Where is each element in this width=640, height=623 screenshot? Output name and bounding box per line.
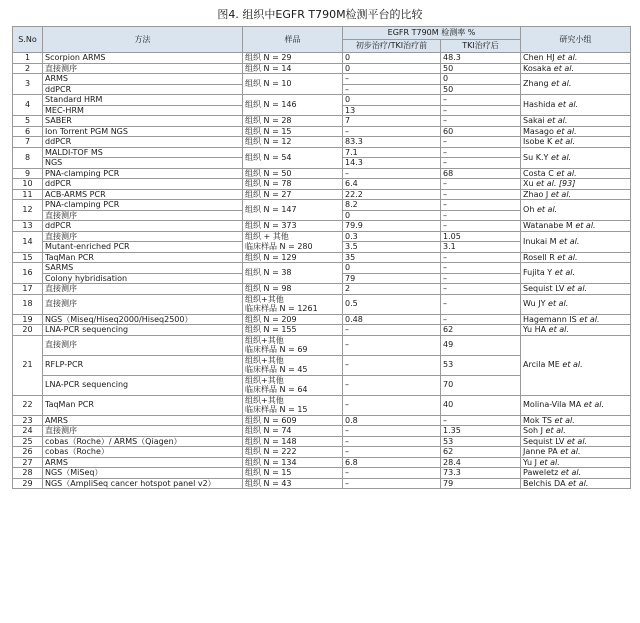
row-number: 10 bbox=[13, 179, 43, 190]
table-row bbox=[13, 116, 631, 127]
row-number: 24 bbox=[13, 426, 43, 437]
sample-cell: 组织 N = 148 bbox=[243, 436, 343, 447]
rate-post-cell: 62 bbox=[441, 447, 521, 458]
author-name: Hashida bbox=[523, 100, 558, 110]
et-al: et al. bbox=[548, 325, 569, 334]
method-cell: 直接测序 bbox=[43, 63, 243, 74]
sample-cell: 组织 N = 27 bbox=[243, 189, 343, 200]
table-row bbox=[13, 252, 631, 263]
method-cell: SARMS bbox=[43, 263, 243, 274]
et-al: et al. bbox=[560, 447, 581, 456]
table-row bbox=[13, 179, 631, 190]
author-name: Janne PA bbox=[523, 447, 561, 456]
et-al: et al. bbox=[583, 400, 605, 410]
method-cell: 直接测序 bbox=[43, 231, 243, 242]
rate-pre-cell: – bbox=[343, 468, 441, 479]
research-group-cell bbox=[521, 252, 631, 263]
row-number: 21 bbox=[13, 335, 43, 395]
research-group-cell bbox=[521, 95, 631, 116]
sample-cell: 组织 N = 78 bbox=[243, 179, 343, 190]
rate-post-cell: – bbox=[441, 200, 521, 211]
sample-cell: 组织 N = 14 bbox=[243, 63, 343, 74]
sample-cell: 组织 N = 147 bbox=[243, 200, 343, 221]
author-name: Xu bbox=[523, 179, 537, 188]
research-group-cell bbox=[521, 189, 631, 200]
table-body bbox=[13, 53, 631, 489]
research-group-cell bbox=[521, 395, 631, 415]
sample-cell: 组织+其他 临床样品 N = 15 bbox=[243, 395, 343, 415]
rate-post-cell: – bbox=[441, 294, 521, 314]
rate-post-cell: 0 bbox=[441, 74, 521, 85]
author-name: Sakai bbox=[523, 116, 548, 125]
author-name: Sequist LV bbox=[523, 284, 567, 293]
header-research-group: 研究小组 bbox=[521, 27, 631, 53]
rate-pre-cell: 79.9 bbox=[343, 221, 441, 232]
et-al: et al. bbox=[551, 79, 572, 89]
table-row bbox=[13, 168, 631, 179]
method-cell: Standard HRM bbox=[43, 95, 243, 106]
research-group-cell bbox=[521, 447, 631, 458]
rate-post-cell: 1.05 bbox=[441, 231, 521, 242]
rate-post-cell: 79 bbox=[441, 478, 521, 489]
research-group-cell bbox=[521, 168, 631, 179]
method-cell: Ion Torrent PGM NGS bbox=[43, 126, 243, 137]
sample-cell: 组织 N = 373 bbox=[243, 221, 343, 232]
rate-pre-cell: 13 bbox=[343, 105, 441, 116]
et-al: et al. bbox=[536, 205, 558, 215]
rate-post-cell: 1.35 bbox=[441, 426, 521, 437]
table-row bbox=[13, 231, 631, 242]
row-number: 25 bbox=[13, 436, 43, 447]
table-row bbox=[13, 74, 631, 85]
research-group-cell bbox=[521, 478, 631, 489]
rate-post-cell: 49 bbox=[441, 335, 521, 355]
table-row bbox=[13, 436, 631, 447]
row-number: 12 bbox=[13, 200, 43, 221]
author-name: Inukai M bbox=[523, 236, 560, 246]
sample-cell: 组织 N = 38 bbox=[243, 263, 343, 284]
research-group-cell bbox=[521, 63, 631, 74]
author-name: Yu J bbox=[523, 457, 540, 467]
rate-pre-cell: – bbox=[343, 335, 441, 355]
author-name: Watanabe M bbox=[523, 221, 576, 230]
rate-post-cell: – bbox=[441, 263, 521, 274]
row-number: 16 bbox=[13, 263, 43, 284]
rate-pre-cell: 79 bbox=[343, 273, 441, 284]
et-al: et al. bbox=[557, 252, 578, 262]
rate-post-cell: 48.3 bbox=[441, 53, 521, 64]
sample-cell: 组织 N = 129 bbox=[243, 252, 343, 263]
table-row bbox=[13, 126, 631, 137]
research-group-cell bbox=[521, 116, 631, 127]
row-number: 4 bbox=[13, 95, 43, 116]
rate-post-cell: – bbox=[441, 221, 521, 232]
sample-cell: 组织 N = 155 bbox=[243, 325, 343, 336]
rate-pre-cell: 0 bbox=[343, 63, 441, 74]
header-sno: S.No bbox=[13, 27, 43, 53]
rate-pre-cell: 0.48 bbox=[343, 314, 441, 325]
method-cell: Mutant-enriched PCR bbox=[43, 242, 243, 253]
et-al: et al. [93] bbox=[536, 179, 576, 188]
et-al: et al. bbox=[559, 236, 580, 246]
rate-pre-cell: – bbox=[343, 395, 441, 415]
method-cell: cobas（Roche） bbox=[43, 447, 243, 458]
table-row bbox=[13, 284, 631, 295]
method-cell: Scorpion ARMS bbox=[43, 53, 243, 64]
method-cell: NGS bbox=[43, 158, 243, 169]
row-number: 20 bbox=[13, 325, 43, 336]
header-sample: 样品 bbox=[243, 27, 343, 53]
rate-post-cell: – bbox=[441, 105, 521, 116]
method-cell: 直接测序 bbox=[43, 210, 243, 221]
et-al: et al. bbox=[554, 137, 576, 146]
table-row bbox=[13, 294, 631, 314]
sample-cell: 组织 N = 15 bbox=[243, 468, 343, 479]
sample-cell: 组织+其他 临床样品 N = 45 bbox=[243, 355, 343, 375]
rate-post-cell: – bbox=[441, 252, 521, 263]
method-cell: NGS（MiSeq） bbox=[43, 468, 243, 479]
author-name: Zhang bbox=[523, 79, 552, 89]
sample-cell: 组织 N = 10 bbox=[243, 74, 343, 95]
et-al: et al. bbox=[557, 53, 578, 62]
rate-pre-cell: 3.5 bbox=[343, 242, 441, 253]
et-al: et al. bbox=[545, 426, 566, 435]
method-cell: ACB-ARMS PCR bbox=[43, 189, 243, 200]
sample-cell: 组织 N = 98 bbox=[243, 284, 343, 295]
table-row bbox=[13, 137, 631, 148]
sample-cell: 组织 N = 28 bbox=[243, 116, 343, 127]
table-row bbox=[13, 221, 631, 232]
et-al: et al. bbox=[560, 468, 582, 477]
method-cell: 直接测序 bbox=[43, 294, 243, 314]
table-row bbox=[13, 335, 631, 355]
rate-post-cell: – bbox=[441, 273, 521, 284]
method-cell: MEC-HRM bbox=[43, 105, 243, 116]
research-group-cell bbox=[521, 74, 631, 95]
rate-post-cell: 50 bbox=[441, 63, 521, 74]
method-cell: 直接测序 bbox=[43, 335, 243, 355]
method-cell: ddPCR bbox=[43, 179, 243, 190]
sample-cell: 组织 N = 134 bbox=[243, 457, 343, 468]
table-row bbox=[13, 447, 631, 458]
table-row bbox=[13, 63, 631, 74]
header-method: 方法 bbox=[43, 27, 243, 53]
rate-pre-cell: – bbox=[343, 84, 441, 95]
rate-pre-cell: 7 bbox=[343, 116, 441, 127]
author-name: Kosaka bbox=[523, 63, 554, 73]
sample-cell: 组织 N = 209 bbox=[243, 314, 343, 325]
row-number: 18 bbox=[13, 294, 43, 314]
method-cell: cobas（Roche）/ ARMS（Qiagen） bbox=[43, 436, 243, 447]
research-group-cell bbox=[521, 314, 631, 325]
table-row bbox=[13, 426, 631, 437]
method-cell: RFLP-PCR bbox=[43, 355, 243, 375]
method-cell: TaqMan PCR bbox=[43, 252, 243, 263]
rate-pre-cell: 6.8 bbox=[343, 457, 441, 468]
et-al: et al. bbox=[550, 189, 572, 199]
table-row bbox=[13, 457, 631, 468]
author-name: Molina-Vila MA bbox=[523, 400, 584, 410]
sample-cell: 组织+其他 临床样品 N = 69 bbox=[243, 335, 343, 355]
rate-post-cell: 60 bbox=[441, 126, 521, 137]
sample-cell: 组织 N = 74 bbox=[243, 426, 343, 437]
research-group-cell bbox=[521, 137, 631, 148]
research-group-cell bbox=[521, 457, 631, 468]
method-cell: ddPCR bbox=[43, 137, 243, 148]
rate-post-cell: – bbox=[441, 137, 521, 148]
et-al: et al. bbox=[556, 168, 577, 178]
table-row bbox=[13, 395, 631, 415]
author-name: Masago bbox=[523, 126, 557, 136]
row-number: 2 bbox=[13, 63, 43, 74]
author-name: Sequist LV bbox=[523, 436, 567, 446]
sample-cell: 组织 N = 15 bbox=[243, 126, 343, 137]
et-al: et al. bbox=[556, 126, 577, 136]
rate-post-cell: 28.4 bbox=[441, 457, 521, 468]
rate-post-cell: – bbox=[441, 415, 521, 426]
sample-cell: 组织 N = 50 bbox=[243, 168, 343, 179]
method-cell: NGS（Miseq/Hiseq2000/Hiseq2500） bbox=[43, 314, 243, 325]
et-al: et al. bbox=[539, 457, 560, 467]
et-al: et al. bbox=[562, 360, 583, 370]
header-detection-rate: EGFR T790M 检测率 % bbox=[343, 27, 521, 40]
rate-post-cell: – bbox=[441, 189, 521, 200]
rate-post-cell: – bbox=[441, 210, 521, 221]
author-name: Soh J bbox=[523, 426, 546, 435]
author-name: Su K.Y bbox=[523, 152, 551, 162]
row-number: 9 bbox=[13, 168, 43, 179]
row-number: 14 bbox=[13, 231, 43, 252]
sample-cell: 组织 + 其他 临床样品 N = 280 bbox=[243, 231, 343, 252]
method-cell: MALDI-TOF MS bbox=[43, 147, 243, 158]
rate-pre-cell: 0.8 bbox=[343, 415, 441, 426]
row-number: 8 bbox=[13, 147, 43, 168]
rate-pre-cell: – bbox=[343, 447, 441, 458]
rate-post-cell: – bbox=[441, 314, 521, 325]
research-group-cell bbox=[521, 126, 631, 137]
research-group-cell bbox=[521, 263, 631, 284]
table-row bbox=[13, 95, 631, 106]
comparison-table bbox=[12, 26, 631, 489]
rate-pre-cell: 0 bbox=[343, 95, 441, 106]
et-al: et al. bbox=[553, 63, 575, 73]
research-group-cell bbox=[521, 325, 631, 336]
research-group-cell bbox=[521, 468, 631, 479]
rate-post-cell: 53 bbox=[441, 436, 521, 447]
row-number: 22 bbox=[13, 395, 43, 415]
method-cell: PNA-clamping PCR bbox=[43, 168, 243, 179]
row-number: 15 bbox=[13, 252, 43, 263]
research-group-cell bbox=[521, 426, 631, 437]
sample-cell: 组织 N = 29 bbox=[243, 53, 343, 64]
rate-post-cell: – bbox=[441, 158, 521, 169]
method-cell: ARMS bbox=[43, 74, 243, 85]
method-cell: ddPCR bbox=[43, 221, 243, 232]
row-number: 11 bbox=[13, 189, 43, 200]
table-row bbox=[13, 147, 631, 158]
rate-pre-cell: – bbox=[343, 74, 441, 85]
rate-post-cell: 50 bbox=[441, 84, 521, 95]
table-row bbox=[13, 478, 631, 489]
et-al: et al. bbox=[547, 116, 568, 125]
row-number: 6 bbox=[13, 126, 43, 137]
rate-post-cell: 73.3 bbox=[441, 468, 521, 479]
research-group-cell bbox=[521, 294, 631, 314]
rate-pre-cell: 35 bbox=[343, 252, 441, 263]
method-cell: TaqMan PCR bbox=[43, 395, 243, 415]
method-cell: LNA-PCR sequencing bbox=[43, 375, 243, 395]
rate-pre-cell: – bbox=[343, 126, 441, 137]
author-name: Hagemann IS bbox=[523, 314, 580, 324]
rate-post-cell: 68 bbox=[441, 168, 521, 179]
author-name: Arcila ME bbox=[523, 360, 563, 370]
method-cell: PNA-clamping PCR bbox=[43, 200, 243, 211]
research-group-cell bbox=[521, 284, 631, 295]
et-al: et al. bbox=[550, 152, 572, 162]
table-row bbox=[13, 200, 631, 211]
rate-post-cell: – bbox=[441, 284, 521, 295]
rate-pre-cell: – bbox=[343, 436, 441, 447]
method-cell: NGS（AmpliSeq cancer hotspot panel v2） bbox=[43, 478, 243, 489]
author-name: Isobe K bbox=[523, 137, 555, 146]
method-cell: Colony hybridisation bbox=[43, 273, 243, 284]
row-number: 3 bbox=[13, 74, 43, 95]
sample-cell: 组织 N = 43 bbox=[243, 478, 343, 489]
rate-post-cell: 3.1 bbox=[441, 242, 521, 253]
rate-pre-cell: 6.4 bbox=[343, 179, 441, 190]
et-al: et al. bbox=[579, 314, 600, 324]
rate-pre-cell: 8.2 bbox=[343, 200, 441, 211]
et-al: et al. bbox=[554, 268, 575, 278]
row-number: 7 bbox=[13, 137, 43, 148]
rate-post-cell: – bbox=[441, 179, 521, 190]
author-name: Zhao J bbox=[523, 189, 551, 199]
row-number: 26 bbox=[13, 447, 43, 458]
et-al: et al. bbox=[557, 100, 579, 110]
rate-post-cell: 62 bbox=[441, 325, 521, 336]
rate-post-cell: – bbox=[441, 147, 521, 158]
row-number: 5 bbox=[13, 116, 43, 127]
rate-pre-cell: 0.5 bbox=[343, 294, 441, 314]
table-row bbox=[13, 415, 631, 426]
et-al: et al. bbox=[566, 436, 588, 446]
row-number: 13 bbox=[13, 221, 43, 232]
rate-pre-cell: 0 bbox=[343, 263, 441, 274]
method-cell: LNA-PCR sequencing bbox=[43, 325, 243, 336]
table-row bbox=[13, 314, 631, 325]
author-name: Chen HJ bbox=[523, 53, 558, 62]
row-number: 27 bbox=[13, 457, 43, 468]
rate-pre-cell: – bbox=[343, 325, 441, 336]
method-cell: ddPCR bbox=[43, 84, 243, 95]
rate-post-cell: 53 bbox=[441, 355, 521, 375]
row-number: 17 bbox=[13, 284, 43, 295]
method-cell: SABER bbox=[43, 116, 243, 127]
research-group-cell bbox=[521, 231, 631, 252]
et-al: et al. bbox=[554, 415, 575, 425]
research-group-cell bbox=[521, 335, 631, 395]
table-row bbox=[13, 263, 631, 274]
sample-cell: 组织+其他 临床样品 N = 64 bbox=[243, 375, 343, 395]
author-name: Fujita Y bbox=[523, 268, 555, 278]
table-row bbox=[13, 189, 631, 200]
rate-pre-cell: 14.3 bbox=[343, 158, 441, 169]
rate-pre-cell: 2 bbox=[343, 284, 441, 295]
research-group-cell bbox=[521, 200, 631, 221]
rate-pre-cell: 22.2 bbox=[343, 189, 441, 200]
et-al: et al. bbox=[566, 284, 588, 293]
row-number: 1 bbox=[13, 53, 43, 64]
table-title: 图4. 组织中EGFR T790M检测平台的比较 bbox=[217, 8, 423, 21]
rate-pre-cell: – bbox=[343, 375, 441, 395]
row-number: 19 bbox=[13, 314, 43, 325]
author-name: Belchis DA bbox=[523, 478, 569, 488]
author-name: Costa C bbox=[523, 168, 557, 178]
row-number: 23 bbox=[13, 415, 43, 426]
table-row bbox=[13, 325, 631, 336]
et-al: et al. bbox=[575, 221, 596, 230]
rate-pre-cell: – bbox=[343, 168, 441, 179]
method-cell: 直接测序 bbox=[43, 284, 243, 295]
research-group-cell bbox=[521, 147, 631, 168]
author-name: Wu JY bbox=[523, 299, 549, 309]
method-cell: ARMS bbox=[43, 457, 243, 468]
rate-pre-cell: 83.3 bbox=[343, 137, 441, 148]
rate-pre-cell: 7.1 bbox=[343, 147, 441, 158]
author-name: Yu HA bbox=[523, 325, 549, 334]
rate-pre-cell: 0.3 bbox=[343, 231, 441, 242]
research-group-cell bbox=[521, 221, 631, 232]
sample-cell: 组织+其他 临床样品 N = 1261 bbox=[243, 294, 343, 314]
rate-pre-cell: – bbox=[343, 478, 441, 489]
rate-post-cell: – bbox=[441, 116, 521, 127]
rate-pre-cell: 0 bbox=[343, 210, 441, 221]
author-name: Paweletz bbox=[523, 468, 561, 477]
header-rate-pre: 初步治疗/TKI治疗前 bbox=[343, 40, 441, 53]
sample-cell: 组织 N = 146 bbox=[243, 95, 343, 116]
author-name: Oh bbox=[523, 205, 537, 215]
author-name: Rosell R bbox=[523, 252, 558, 262]
sample-cell: 组织 N = 54 bbox=[243, 147, 343, 168]
research-group-cell bbox=[521, 179, 631, 190]
research-group-cell bbox=[521, 436, 631, 447]
author-name: Mok TS bbox=[523, 415, 555, 425]
rate-post-cell: – bbox=[441, 95, 521, 106]
row-number: 28 bbox=[13, 468, 43, 479]
et-al: et al. bbox=[568, 478, 589, 488]
et-al: et al. bbox=[548, 299, 569, 309]
sample-cell: 组织 N = 609 bbox=[243, 415, 343, 426]
sample-cell: 组织 N = 12 bbox=[243, 137, 343, 148]
rate-post-cell: 40 bbox=[441, 395, 521, 415]
table-row bbox=[13, 53, 631, 64]
rate-post-cell: 70 bbox=[441, 375, 521, 395]
research-group-cell bbox=[521, 53, 631, 64]
table-row bbox=[13, 468, 631, 479]
method-cell: 直接测序 bbox=[43, 426, 243, 437]
sample-cell: 组织 N = 222 bbox=[243, 447, 343, 458]
method-cell: AMRS bbox=[43, 415, 243, 426]
row-number: 29 bbox=[13, 478, 43, 489]
header-rate-post: TKI治疗后 bbox=[441, 40, 521, 53]
rate-pre-cell: – bbox=[343, 426, 441, 437]
rate-pre-cell: – bbox=[343, 355, 441, 375]
research-group-cell bbox=[521, 415, 631, 426]
rate-pre-cell: 0 bbox=[343, 53, 441, 64]
